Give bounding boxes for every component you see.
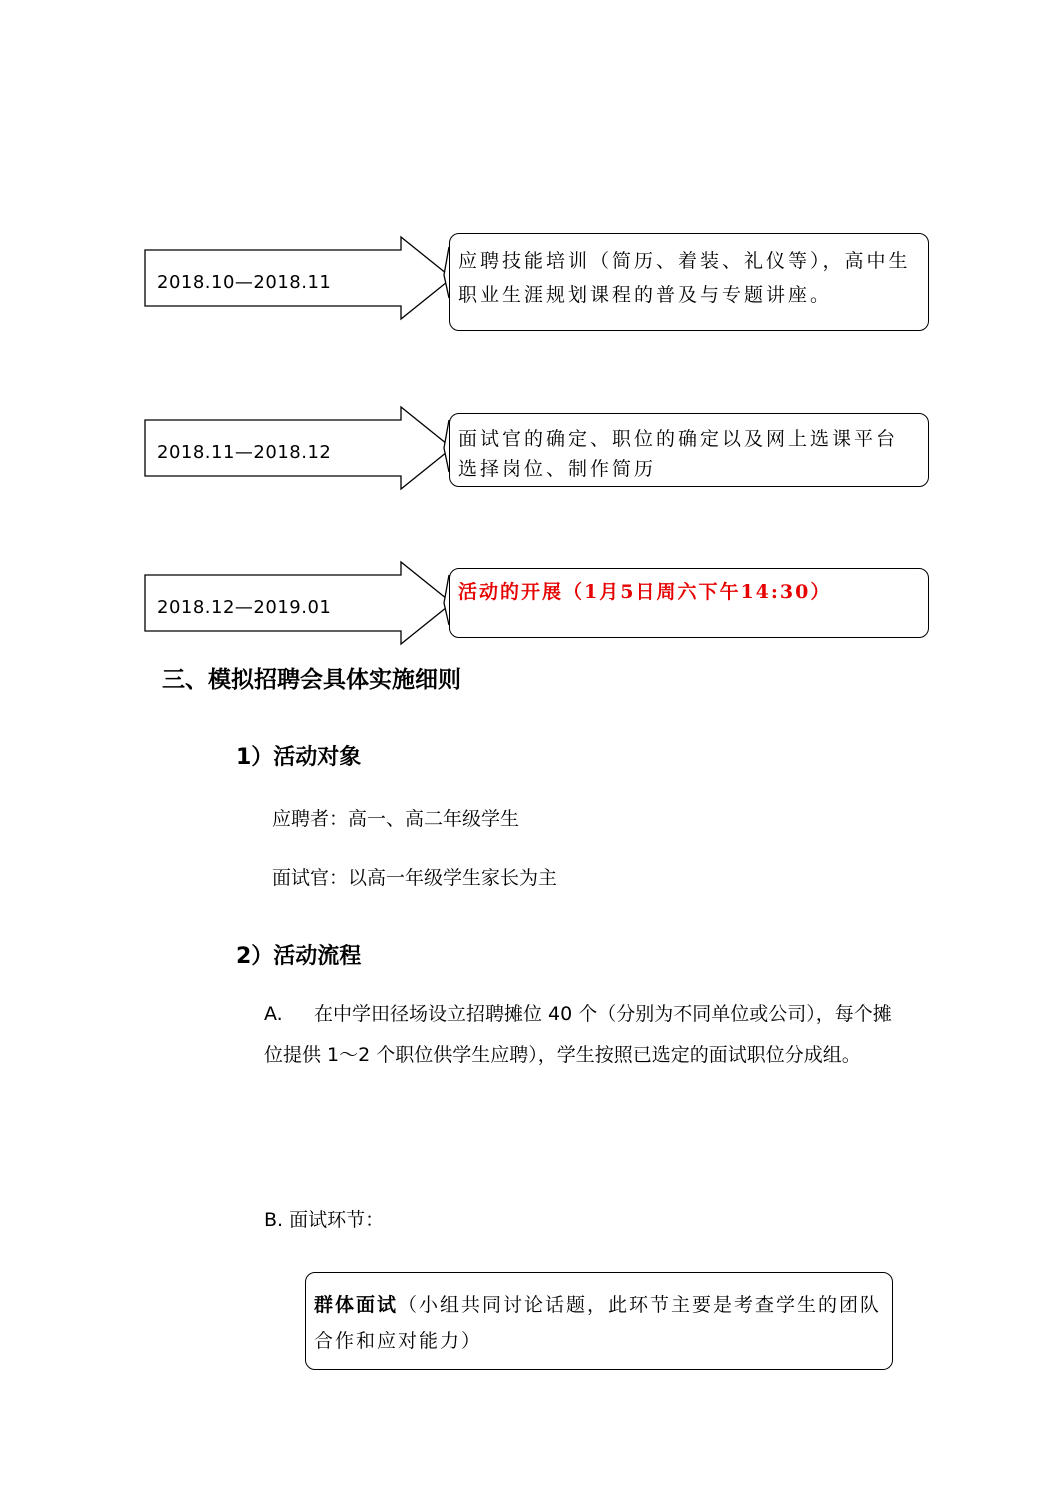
timeline-desc-box-2: [449, 413, 929, 487]
item-marker: A.: [264, 1003, 283, 1025]
item-a-text: 在中学田径场设立招聘摊位 40 个（分别为不同单位或公司），每个摊位提供 1～2 个职位供学生应聘），学生按照已选定的面试职位分成组。: [264, 1003, 892, 1066]
group-interview-desc: （小组共同讨论话题，此环节主要是考查学生的团队合作和应对能力）: [314, 1294, 882, 1352]
timeline-date: 2018.10—2018.11: [157, 272, 332, 293]
process-item-a: [264, 994, 904, 1076]
group-interview-label: 群体面试: [314, 1294, 399, 1316]
timeline-desc-highlight: 活动的开展（1月5日周六下午14:30）: [458, 581, 832, 603]
timeline-desc-box-1: [449, 233, 929, 331]
process-item-b: B. 面试环节：: [264, 1209, 385, 1231]
timeline-desc: 面试官的确定、职位的确定以及网上选课平台选择岗位、制作简历: [458, 428, 899, 480]
interviewers-line: 面试官：以高一年级学生家长为主: [272, 867, 558, 889]
subsection-title-1: 1）活动对象: [236, 745, 362, 770]
timeline-arrow-2: [144, 406, 454, 490]
timeline-desc: 应聘技能培训（简历、着装、礼仪等），高中生职业生涯规划课程的普及与专题讲座。: [458, 250, 911, 306]
timeline-date: 2018.11—2018.12: [157, 442, 332, 463]
subsection-title-2: 2）活动流程: [236, 944, 362, 969]
timeline-arrow-3: [144, 561, 454, 645]
applicants-line: 应聘者：高一、高二年级学生: [272, 808, 520, 830]
callout-pointer: [444, 561, 454, 651]
timeline-arrow-1: [144, 236, 454, 320]
group-interview-box: [305, 1272, 893, 1370]
timeline-desc-box-3: [449, 568, 929, 638]
callout-pointer: [444, 233, 454, 323]
section-title: 三、模拟招聘会具体实施细则: [162, 667, 461, 693]
timeline-date: 2018.12—2019.01: [157, 597, 332, 618]
callout-pointer: [444, 406, 454, 496]
